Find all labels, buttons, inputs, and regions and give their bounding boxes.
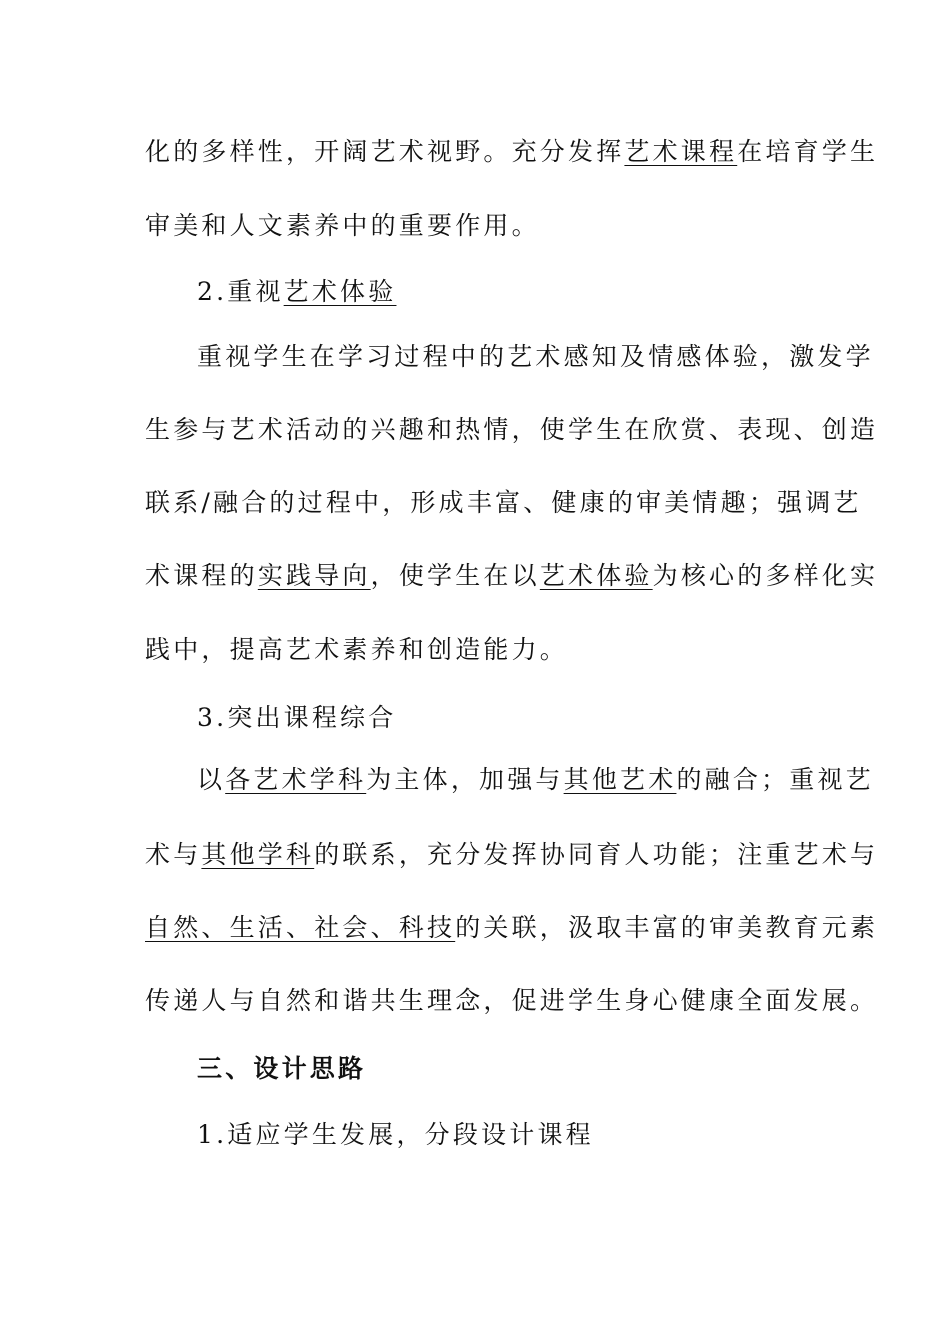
item-label: 2.重视 bbox=[197, 277, 284, 306]
underlined-term: 艺术课程 bbox=[624, 137, 738, 166]
paragraph-line-10 bbox=[197, 764, 874, 796]
text-segment: 术与 bbox=[145, 840, 202, 869]
text-segment: 为主体，加强与 bbox=[366, 765, 564, 794]
numbered-item-3: 3.突出课程综合 bbox=[197, 703, 397, 732]
underlined-term: 艺术体验 bbox=[283, 277, 397, 306]
text-segment: 的联系，充分发挥协同育人功能；注重艺术与 bbox=[314, 840, 879, 869]
underlined-term: 自然、生活、社会、科技 bbox=[145, 913, 456, 942]
paragraph-line-11 bbox=[145, 839, 879, 871]
text-segment: 术课程的 bbox=[145, 561, 258, 590]
underlined-term: 其他学科 bbox=[201, 840, 315, 869]
underlined-term: 实践导向 bbox=[257, 561, 371, 590]
paragraph-line-4: 重视学生在学习过程中的艺术感知及情感体验，激发学 bbox=[197, 342, 874, 371]
section-heading: 三、设计思路 bbox=[197, 1054, 367, 1083]
paragraph-line-2: 审美和人文素养中的重要作用。 bbox=[145, 211, 540, 240]
paragraph-line-6: 联系/融合的过程中，形成丰富、健康的审美情趣；强调艺 bbox=[145, 488, 862, 517]
text-segment: 的关联，汲取丰富的审美教育元素 bbox=[455, 913, 879, 942]
underlined-term: 其他艺术 bbox=[563, 765, 677, 794]
numbered-item-2 bbox=[197, 276, 862, 308]
subsection-heading: 1.适应学生发展，分段设计课程 bbox=[197, 1120, 594, 1149]
text-segment: 的融合；重视艺 bbox=[676, 765, 874, 794]
paragraph-line-12 bbox=[145, 912, 879, 944]
paragraph-line-8: 践中，提高艺术素养和创造能力。 bbox=[145, 635, 569, 664]
underlined-term: 艺术体验 bbox=[539, 561, 653, 590]
text-segment: 在培育学生 bbox=[737, 137, 879, 166]
underlined-term: 各艺术学科 bbox=[225, 765, 367, 794]
text-segment: ，使学生在以 bbox=[370, 561, 540, 590]
text-segment: 为核心的多样化实 bbox=[652, 561, 879, 590]
paragraph-line-13: 传递人与自然和谐共生理念，促进学生身心健康全面发展。 bbox=[145, 986, 879, 1015]
paragraph-line-1 bbox=[145, 136, 879, 168]
text-segment: 以 bbox=[197, 765, 226, 794]
paragraph-line-7 bbox=[145, 560, 879, 592]
paragraph-line-5: 生参与艺术活动的兴趣和热情，使学生在欣赏、表现、创造 bbox=[145, 415, 879, 444]
text-segment: 化的多样性，开阔艺术视野。充分发挥 bbox=[145, 137, 625, 166]
